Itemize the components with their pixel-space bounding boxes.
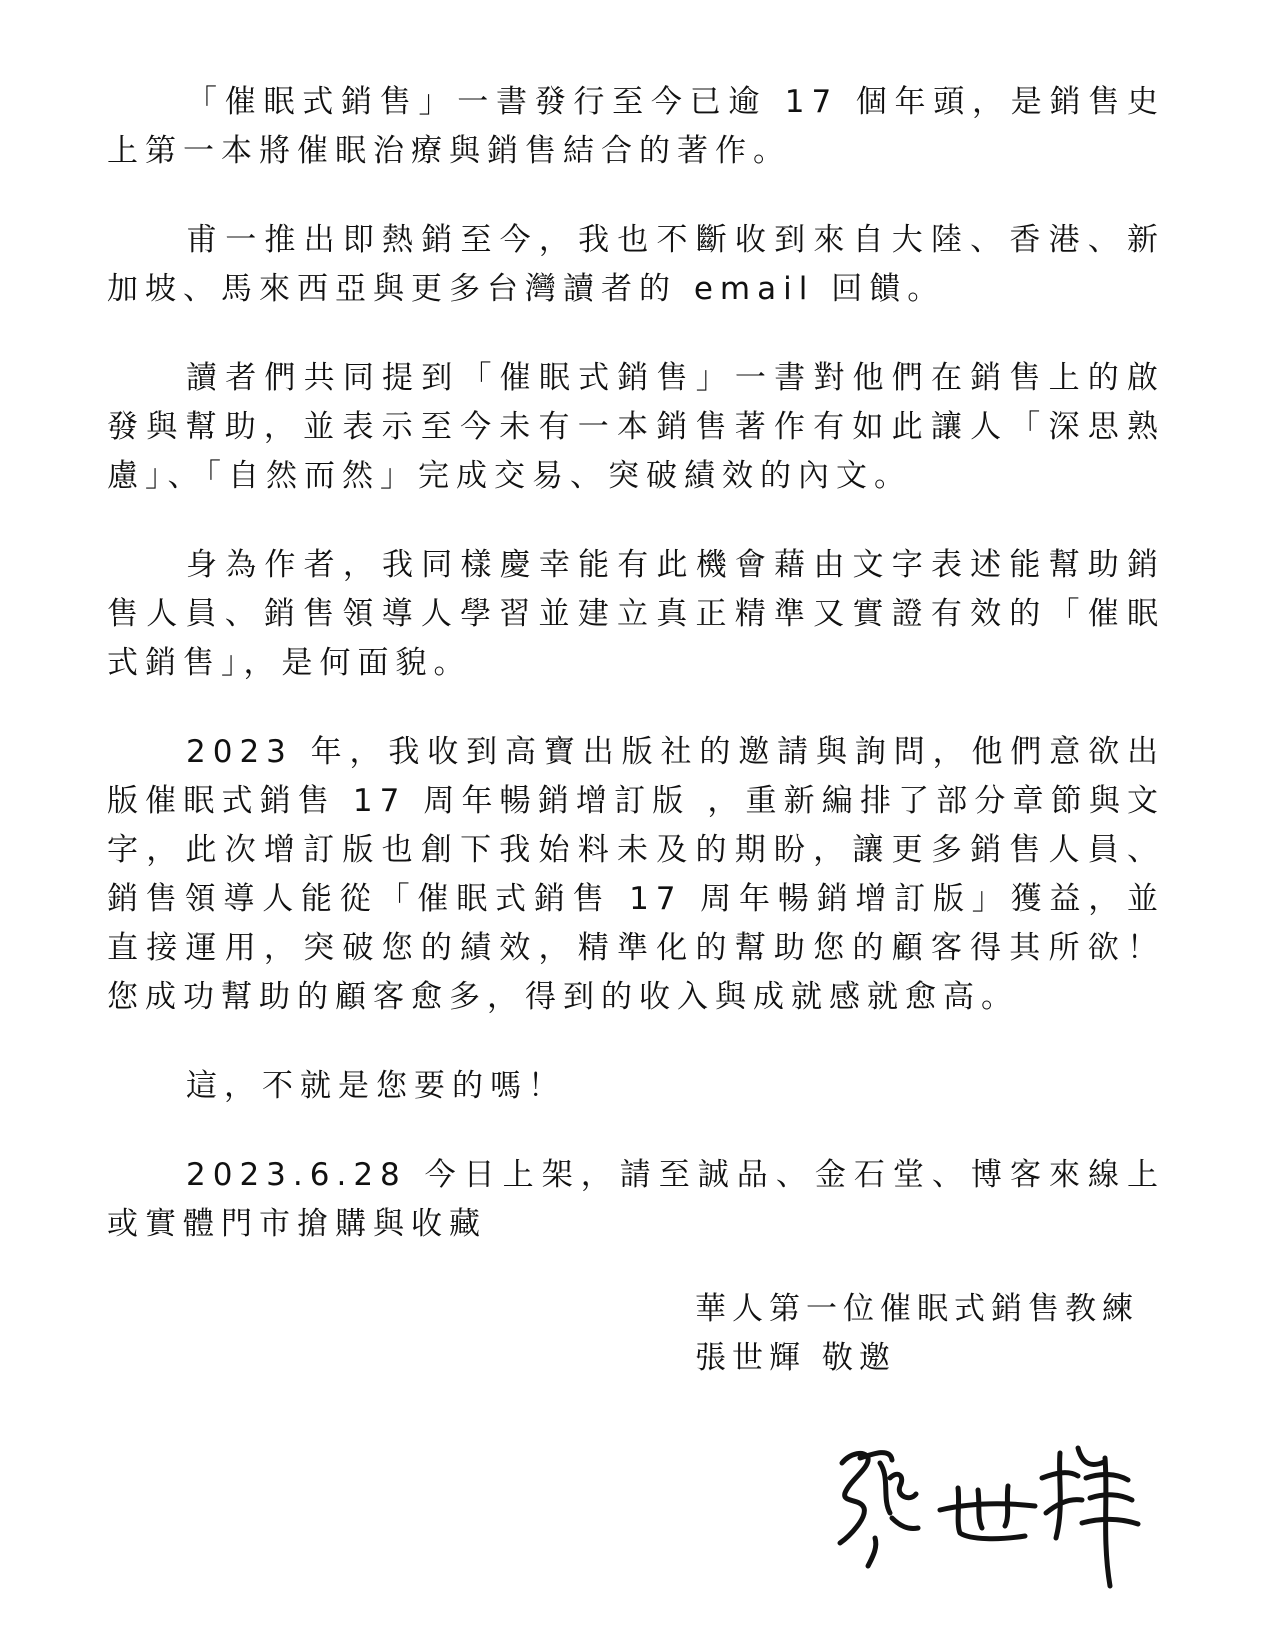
paragraph-author-note: 身為作者，我同樣慶幸能有此機會藉由文字表述能幫助銷售人員、銷售領導人學習並建立真正精準又實證有效的「催眠式銷售」，是何面貌。 (107, 547, 1165, 681)
paragraph-intro: 「催眠式銷售」一書發行至今已逾 17 個年頭，是銷售史上第一本將催眠治療與銷售結合的著作。 (107, 84, 1165, 169)
paragraph-question: 這，不就是您要的嗎！ (186, 1068, 566, 1104)
handwritten-signature (820, 1418, 1150, 1598)
signoff-block (695, 1285, 1139, 1383)
paragraph-release-date: 2023.6.28 今日上架，請至誠品、金石堂、博客來線上或實體門市搶購與收藏 (107, 1157, 1165, 1242)
letter-body (107, 78, 1165, 1289)
paragraph-reader-comments: 讀者們共同提到「催眠式銷售」一書對他們在銷售上的啟發與幫助，並表示至今未有一本銷售著作有如此讓人「深思熟慮」、「自然而然」完成交易、突破績效的內文。 (107, 360, 1165, 494)
signoff-title: 華人第一位催眠式銷售教練 (695, 1291, 1139, 1327)
paragraph-feedback: 甫一推出即熱銷至今，我也不斷收到來自大陸、香港、新加坡、馬來西亞與更多台灣讀者的 email 回饋。 (107, 222, 1165, 307)
signoff-name: 張世輝 敬邀 (695, 1340, 896, 1376)
paragraph-new-edition: 2023 年，我收到高寶出版社的邀請與詢問，他們意欲出版催眠式銷售 17 周年暢銷增訂版 ，重新編排了部分章節與文字，此次增訂版也創下我始料未及的期盼，讓更多銷售人員、銷售領導人能從「催眠式銷售 17 周年暢銷增訂版」獲益，並直接運用，突破您的績效，精準化的幫助您的顧客得其所欲！您成功幫助的顧客愈多，得到的收入與成就感就愈高。 (107, 734, 1165, 1015)
